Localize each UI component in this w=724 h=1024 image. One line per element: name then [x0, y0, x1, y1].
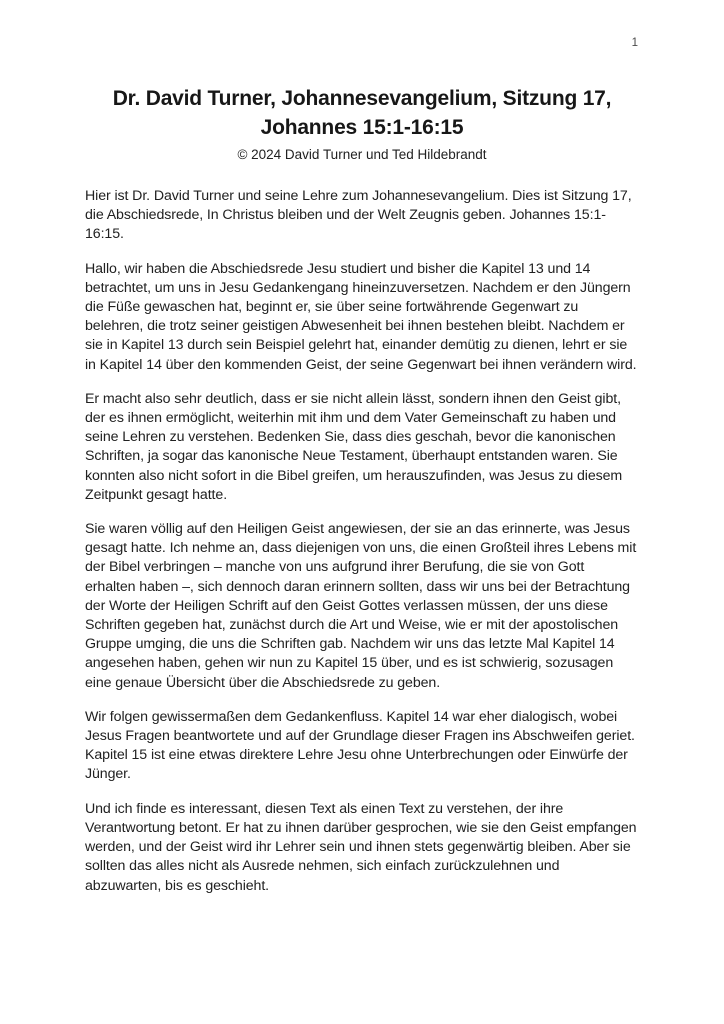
- paragraph: Sie waren völlig auf den Heiligen Geist angewiesen, der sie an das erinnerte, was Jesus gesagt hatte. Ich nehme an, dass diejenigen von uns, die einen Großteil ihres Lebens mit der Bibel verbringen – manche von uns aufgrund ihrer Berufung, die sie von Gott erhalten haben –, sich dennoch daran erinnern sollten, dass wir uns bei der Betrachtung der Worte der Heiligen Schrift auf den Geist Gottes verlassen müssen, der uns diese Schriften gegeben hat, zunächst durch die Art und Weise, wie er mit der apostolischen Gruppe umging, die uns die Schriften gab. Nachdem wir uns das letzte Mal Kapitel 14 angesehen haben, gehen wir nun zu Kapitel 15 über, und es ist schwierig, sozusagen eine genaue Übersicht über die Abschiedsrede zu geben.: [85, 521, 637, 691]
- paragraph: Er macht also sehr deutlich, dass er sie nicht allein lässt, sondern ihnen den Geist gibt, der es ihnen ermöglicht, weiterhin mit ihm und dem Vater Gemeinschaft zu haben und seine Lehren zu verstehen. Bedenken Sie, dass dies geschah, bevor die kanonischen Schriften, ja sogar das kanonische Neue Testament, überhaupt entstanden waren. Sie konnten also nicht sofort in die Bibel greifen, um herauszufinden, was Jesus zu diesem Zeitpunkt gesagt hatte.: [85, 390, 623, 503]
- paragraph: Hallo, wir haben die Abschiedsrede Jesu studiert und bisher die Kapitel 13 und 14 betrachtet, um uns in Jesu Gedankengang hineinzuversetzen. Nachdem er den Jüngern die Füße gewaschen hat, beginnt er, sie über seine fortwährende Gegenwart zu belehren, die trotz seiner geistigen Abwesenheit bei ihnen bestehen bleibt. Nachdem er sie in Kapitel 13 durch sein Beispiel gelehrt hat, einander demütig zu dienen, lehrt er sie in Kapitel 14 über den kommenden Geist, der seine Gegenwart bei ihnen verändern wird.: [85, 260, 637, 373]
- paragraph: Hier ist Dr. David Turner und seine Lehre zum Johannesevangelium. Dies ist Sitzung 17, die Abschiedsrede, In Christus bleiben und der Welt Zeugnis geben. Johannes 15:1-16:15.: [85, 188, 632, 243]
- title-line-2: Johannes 15:1-16:15: [260, 116, 464, 139]
- document-header: [0, 0, 724, 162]
- copyright-line: © 2024 David Turner und Ted Hildebrandt: [237, 147, 487, 162]
- document-body: [85, 187, 637, 896]
- document-title: [0, 84, 724, 142]
- page-number: 1: [631, 37, 638, 49]
- paragraph: Wir folgen gewissermaßen dem Gedankenfluss. Kapitel 14 war eher dialogisch, wobei Jesus Fragen beantwortete und auf der Grundlage dieser Fragen ins Abschweifen geriet. Kapitel 15 ist eine etwas direktere Lehre Jesu ohne Unterbrechungen oder Einwürfe der Jünger.: [85, 708, 635, 783]
- paragraph: Und ich finde es interessant, diesen Text als einen Text zu verstehen, der ihre Verantwortung betont. Er hat zu ihnen darüber gesprochen, wie sie den Geist empfangen werden, und der Geist wird ihr Lehrer sein und ihnen stets gegenwärtig bleiben. Aber sie sollten das alles nicht als Ausrede nehmen, sich einfach zurückzulehnen und abzuwarten, bis es geschieht.: [85, 800, 637, 894]
- title-line-1: Dr. David Turner, Johannesevangelium, Sitzung 17,: [112, 87, 612, 110]
